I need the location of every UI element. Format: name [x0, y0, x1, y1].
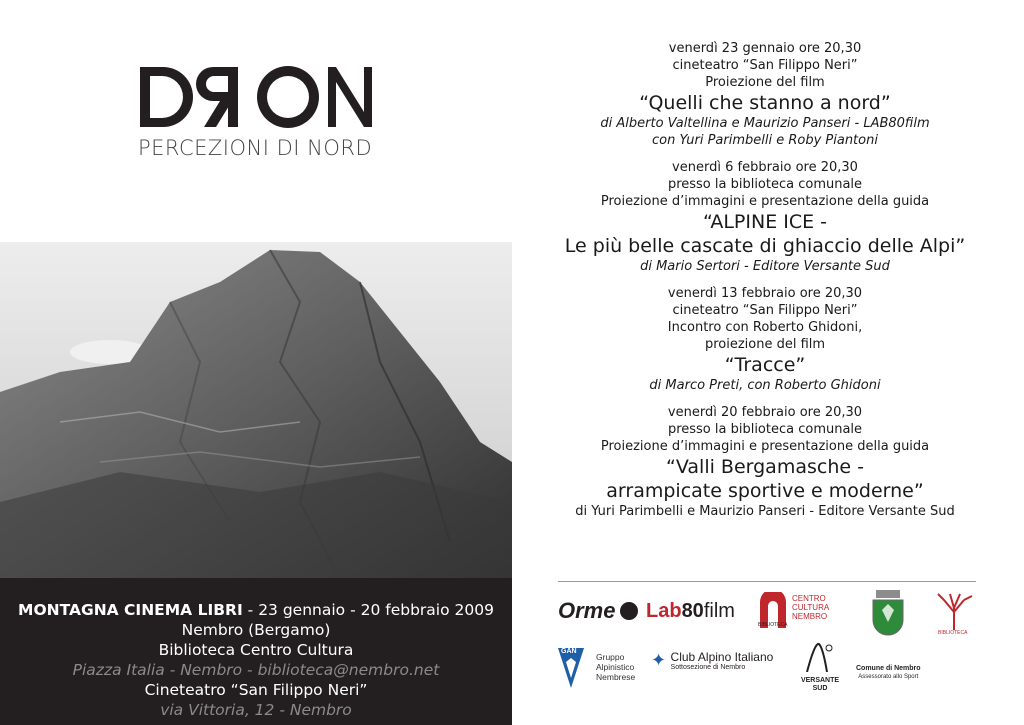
event-4 [530, 404, 1000, 520]
event-title-2: arrampicate sportive e moderne” [606, 480, 924, 502]
venue-info [0, 578, 512, 725]
event-credits-2: con Yuri Parimbelli e Roby Piantoni [652, 133, 878, 148]
info-line-3: Biblioteca Centro Cultura [158, 641, 354, 659]
gruppo-line-1: Gruppo [596, 652, 625, 662]
centro-line-3: NEMBRO [792, 612, 828, 621]
crest-icon [868, 590, 908, 636]
event-title: “ALPINE ICE - [702, 211, 828, 233]
centro-line-2: CULTURA [792, 603, 830, 612]
gan-text: GAN [561, 648, 577, 655]
gruppo-alpinistico-text [596, 652, 635, 682]
event-date: venerdì 13 febbraio ore 20,30 [667, 286, 863, 301]
mountain-photo [0, 242, 512, 578]
comune-crest-logo [868, 590, 908, 636]
versante-text: VERSANTE [800, 677, 840, 684]
gruppo-line-2: Alpinistico [596, 662, 635, 672]
event-title: “Tracce” [724, 354, 806, 376]
gruppo-line-3: Nembrese [596, 672, 636, 682]
event-credits: di Alberto Valtellina e Maurizio Panseri - LAB80film [600, 116, 930, 131]
cai-star-icon: ✦ [651, 650, 667, 670]
lab-text: Lab [646, 600, 682, 622]
event-desc: Proiezione d’immagini e presentazione della guida [600, 194, 930, 209]
cai-name: Club Alpino Italiano [670, 650, 774, 664]
event-title: “Quelli che stanno a nord” [639, 92, 891, 114]
event-2 [530, 159, 1000, 275]
lab80film-logo [646, 600, 735, 623]
info-line-1 [0, 600, 512, 620]
orme-footprint-icon [620, 602, 638, 620]
event-desc: Proiezione del film [705, 75, 825, 90]
centro-biblioteca-text: BIBLIOTECA [758, 622, 788, 628]
mountain-image [0, 242, 512, 578]
event-date: venerdì 20 febbraio ore 20,30 [667, 405, 863, 420]
biblioteca-tree-logo [930, 590, 978, 638]
sud-text: SUD [812, 685, 828, 692]
tree-icon [930, 590, 978, 630]
lab-film-text: film [703, 600, 735, 622]
event-place: cineteatro “San Filippo Neri” [672, 58, 858, 73]
event-1 [530, 40, 1000, 149]
info-line-2: Nembro (Bergamo) [181, 621, 331, 639]
info-line-6: via Vittoria, 12 - Nembro [160, 701, 352, 719]
subtitle: PERCEZIONI DI NORD [138, 136, 373, 160]
event-desc: Incontro con Roberto Ghidoni, [667, 320, 863, 335]
cai-logo [651, 650, 773, 671]
cai-sub: Sottosezione di Nembro [670, 664, 746, 671]
centro-line-1: CENTRO [792, 594, 826, 603]
event-place: presso la biblioteca comunale [667, 177, 863, 192]
event-place: cineteatro “San Filippo Neri” [672, 303, 858, 318]
info-line-5: Cineteatro “San Filippo Neri” [144, 681, 368, 699]
event-date: venerdì 6 febbraio ore 20,30 [672, 160, 858, 175]
event-desc-2: proiezione del film [704, 337, 826, 352]
festival-name: MONTAGNA CINEMA LIBRI [18, 601, 243, 619]
event-credits: di Marco Preti, con Roberto Ghidoni [649, 378, 881, 393]
event-credits: di Yuri Parimbelli e Maurizio Panseri - Editore Versante Sud [575, 504, 955, 519]
cai-text-block [671, 650, 774, 671]
biblioteca-tag: BIBLIOTECA [938, 630, 968, 636]
event-title: “Valli Bergamasche - [666, 456, 864, 478]
gan-logo [558, 648, 592, 688]
versante-peak-icon [805, 642, 835, 672]
lab-80-text: 80 [681, 600, 704, 622]
centro-cultura-logo [758, 592, 838, 632]
dron-logo [138, 62, 378, 132]
info-line-4: Piazza Italia - Nembro - biblioteca@nembro.net [72, 661, 440, 679]
orme-text: Orme [558, 598, 616, 623]
comune-nembro-text [856, 664, 921, 682]
event-credits: di Mario Sertori - Editore Versante Sud [640, 259, 890, 274]
event-3 [530, 285, 1000, 394]
comune-sub: Assessorato allo Sport [858, 674, 919, 680]
event-title-2: Le più belle cascate di ghiaccio delle Alpi” [564, 235, 966, 257]
orme-logo [558, 598, 638, 624]
event-place: presso la biblioteca comunale [667, 422, 863, 437]
sponsor-logos [558, 590, 988, 700]
versante-sud-logo [798, 642, 842, 694]
event-desc: Proiezione d’immagini e presentazione della guida [600, 439, 930, 454]
festival-dates: - 23 gennaio - 20 febbraio 2009 [242, 601, 494, 619]
comune-name: Comune di Nembro [856, 665, 921, 672]
event-date: venerdì 23 gennaio ore 20,30 [668, 41, 862, 56]
divider [558, 581, 976, 582]
events-list [530, 40, 1000, 520]
